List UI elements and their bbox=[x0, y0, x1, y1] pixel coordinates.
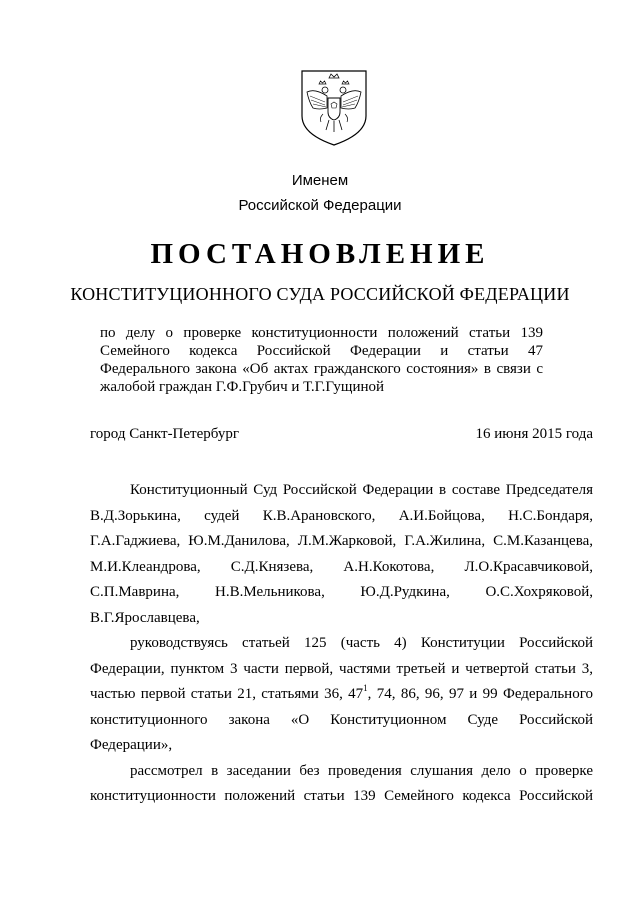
body-line-text: , 74, 86, 96, 97 и 99 Федерального bbox=[367, 686, 593, 702]
body-line: Конституционный Суд Российской Федерации в составе Председателя bbox=[130, 482, 593, 498]
document-type-title: ПОСТАНОВЛЕНИЕ bbox=[150, 238, 490, 270]
place-label: город Санкт-Петербург bbox=[90, 426, 239, 442]
body-line bbox=[90, 682, 593, 708]
document-body bbox=[90, 478, 593, 810]
body-line-text: частью первой статьи 21, статьями 36, 47 bbox=[90, 686, 364, 702]
body-line: В.Г.Ярославцева, bbox=[90, 609, 200, 626]
body-line: Г.А.Гаджиева, Ю.М.Данилова, Л.М.Жарковой, Г.А.Жилина, С.М.Казанцева, bbox=[90, 533, 593, 549]
body-line: руководствуясь статьей 125 (часть 4) Конституции Российской bbox=[130, 635, 593, 651]
body-line: Федерации, пунктом 3 части первой, частями третьей и четвертой статьи 3, bbox=[90, 660, 593, 677]
body-line: рассмотрел в заседании без проведения слушания дело о проверке bbox=[130, 762, 593, 779]
court-name-heading: КОНСТИТУЦИОННОГО СУДА РОССИЙСКОЙ ФЕДЕРАЦИИ bbox=[70, 284, 570, 304]
in-name-label: Именем bbox=[291, 172, 349, 189]
body-line: В.Д.Зорькина, судей К.В.Арановского, А.И.Бойцова, Н.С.Бондаря, bbox=[90, 507, 593, 524]
place-date-row bbox=[90, 426, 593, 443]
body-line: М.И.Клеандрова, С.Д.Князева, А.Н.Кокотова, Л.О.Красавчиковой, bbox=[90, 558, 593, 575]
body-line: С.П.Маврина, Н.В.Мельникова, Ю.Д.Рудкина, О.С.Хохряковой, bbox=[90, 584, 593, 600]
body-line: Федерации», bbox=[90, 737, 173, 753]
subject-line: Семейного кодекса Российской Федерации и статьи 47 bbox=[100, 343, 543, 359]
body-line: конституционного закона «О Конституционном Суде Российской bbox=[90, 711, 593, 728]
coat-of-arms-emblem-icon bbox=[299, 68, 369, 148]
date-label: 16 июня 2015 года bbox=[475, 426, 593, 442]
case-subject bbox=[100, 324, 543, 396]
subject-line: по делу о проверке конституционности положений статьи 139 bbox=[100, 325, 543, 341]
subject-line: жалобой граждан Г.Ф.Грубич и Т.Г.Гущиной bbox=[100, 379, 385, 395]
federation-label: Российской Федерации bbox=[238, 197, 402, 214]
subject-line: Федерального закона «Об актах гражданского состояния» в связи с bbox=[100, 361, 543, 377]
body-line: конституционности положений статьи 139 Семейного кодекса Российской bbox=[90, 788, 593, 804]
superscript: 1 bbox=[363, 683, 368, 693]
